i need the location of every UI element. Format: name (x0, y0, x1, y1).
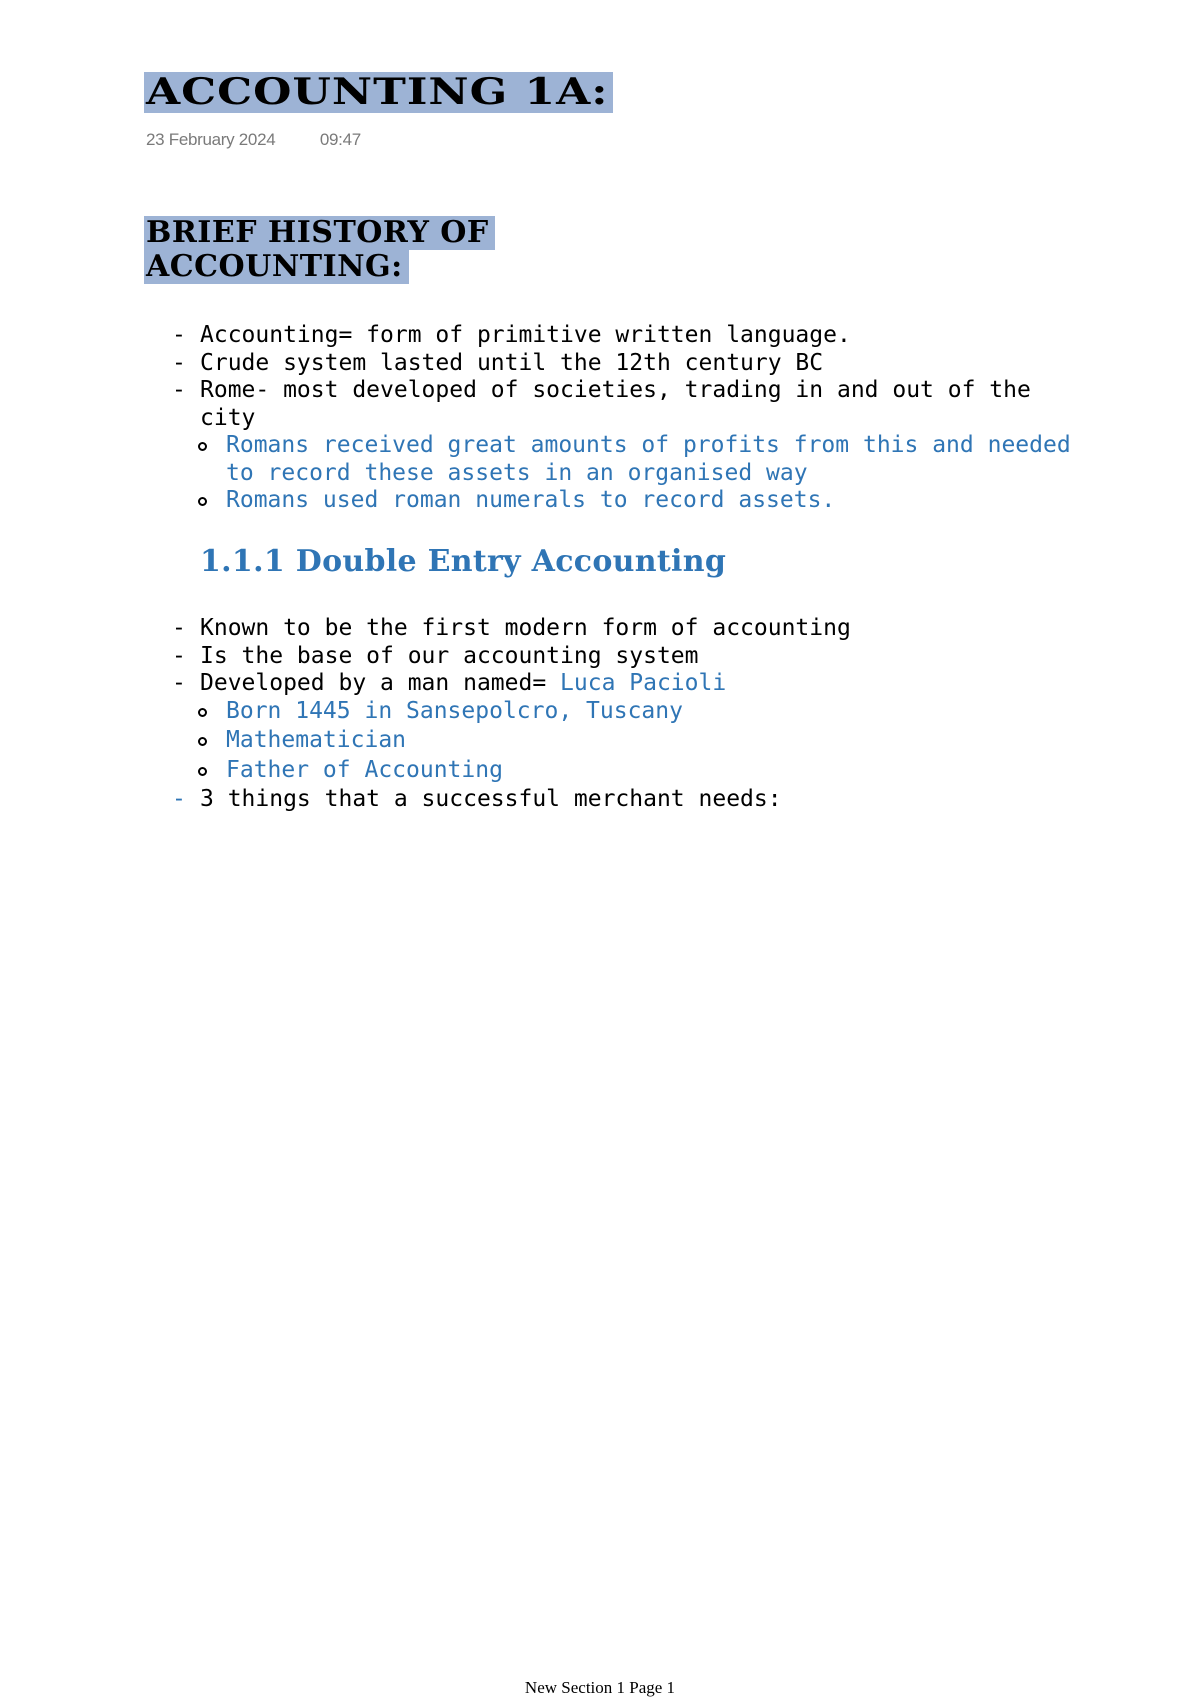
list-item (172, 786, 1072, 814)
list-item-text: Accounting= form of primitive written language. (200, 322, 851, 348)
dash-bullet: - (172, 642, 186, 669)
section-heading-line-2: ACCOUNTING: (144, 250, 409, 284)
dash-bullet: - (172, 349, 186, 376)
list-item (172, 322, 1072, 350)
page-title: ACCOUNTING 1A: (144, 72, 613, 113)
list-item-text: Is the base of our accounting system (200, 642, 699, 669)
sublist-item-text: Father of Accounting (226, 756, 503, 783)
list-item-text: Crude system lasted until the 12th century BC (200, 349, 824, 376)
sublist-item (172, 727, 1072, 755)
page-date: 23 February 2024 (146, 130, 276, 149)
dash-bullet: - (172, 786, 186, 812)
list-item-text: 3 things that a successful merchant needs: (200, 786, 782, 812)
sublist-item (172, 487, 1092, 515)
dash-bullet: - (172, 670, 186, 696)
sublist-item-text: Romans used roman numerals to record assets. (226, 487, 836, 513)
page-footer: New Section 1 Page 1 (524, 1678, 676, 1697)
page-timestamp (146, 130, 361, 150)
sublist-item-text: Born 1445 in Sansepolcro, Tuscany (226, 697, 683, 724)
rome-sublist (172, 432, 1092, 515)
history-list (172, 322, 1072, 515)
section-heading-brief-history (144, 216, 495, 284)
sublist-item-text: Mathematician (226, 727, 407, 753)
list-item-text: Developed by a man named= (200, 670, 561, 696)
sublist-item (172, 698, 1072, 726)
list-item-text: Known to be the first modern form of accounting (200, 615, 851, 641)
list-item (172, 670, 1072, 784)
dash-bullet: - (172, 377, 186, 403)
subheading-double-entry: 1.1.1 Double Entry Accounting (200, 544, 727, 579)
double-entry-list (172, 615, 1072, 814)
sublist-item-text: Romans received great amounts of profits from this and needed to record these assets in an organised way (226, 432, 1071, 486)
sublist-item (172, 757, 1072, 785)
sublist-item (172, 432, 1092, 487)
circle-bullet-icon (198, 442, 207, 451)
list-item (172, 643, 1072, 671)
pacioli-sublist (172, 698, 1072, 785)
luca-pacioli-name: Luca Pacioli (560, 670, 727, 696)
list-item (172, 615, 1072, 643)
list-item (172, 350, 1072, 378)
section-heading-line-1: BRIEF HISTORY OF (144, 216, 495, 250)
list-item-text: Rome- most developed of societies, trading in and out of the city (200, 377, 1031, 431)
dash-bullet: - (172, 615, 186, 641)
page-time: 09:47 (319, 130, 361, 149)
list-item (172, 377, 1071, 515)
dash-bullet: - (172, 322, 186, 348)
circle-bullet-icon (198, 767, 207, 776)
circle-bullet-icon (198, 708, 207, 717)
circle-bullet-icon (198, 737, 207, 746)
circle-bullet-icon (198, 497, 207, 506)
